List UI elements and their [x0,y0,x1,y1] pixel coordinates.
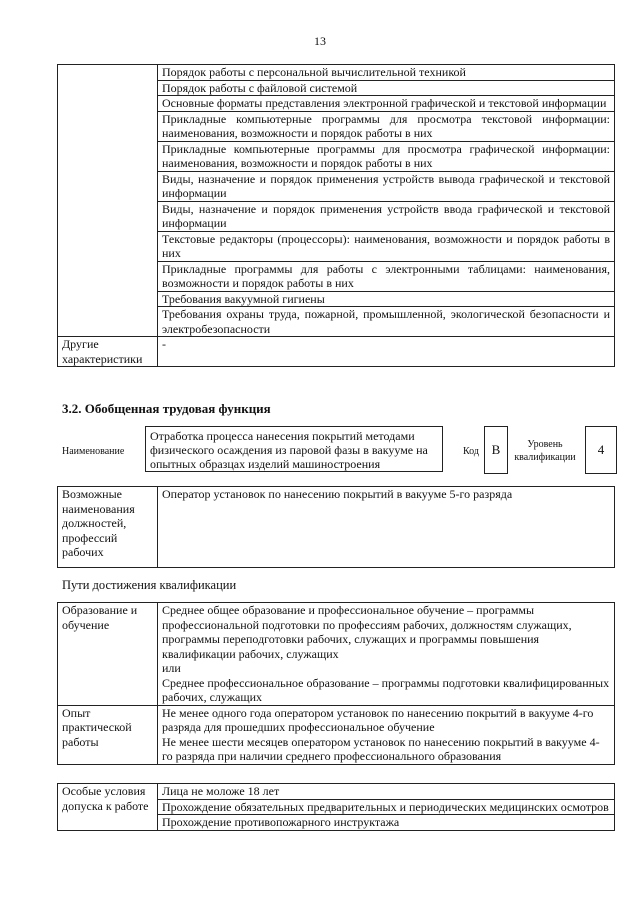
table-row: Требования охраны труда, пожарной, промышленной, экологической безопасности и электробезопасности [158,307,615,337]
code-value: В [484,426,508,474]
experience-line: Не менее шести месяцев оператором установок по нанесению покрытий в вакууме 4-го разряда при наличии среднего профессионального образования [162,734,600,763]
section-title: 3.2. Обобщенная трудовая функция [62,401,271,416]
education-value [158,603,615,706]
experience-label: Опыт практической работы [58,705,158,764]
name-value: Отработка процесса нанесения покрытий методами физического осаждения из паровой фазы в вакууме на опытных образцах изделий машиностроения [145,426,443,472]
qualification-table [57,602,615,765]
experience-line: Не менее одного года оператором установок по нанесению покрытий в вакууме 4-го разряда для прошедших профессиональное обучение [162,705,594,734]
table-row: Прохождение обязательных предварительных и периодических медицинских осмотров [158,799,615,815]
table-row: Текстовые редакторы (процессоры): наименования, возможности и порядок работы в них [158,231,615,261]
education-label: Образование и обучение [58,603,158,706]
table-row: Виды, назначение и порядок применения устройств вывода графической и текстовой информации [158,171,615,201]
knowledge-table [57,64,615,367]
positions-value: Оператор установок по нанесению покрытий в вакууме 5-го разряда [158,487,615,568]
table-row: Виды, назначение и порядок применения устройств ввода графической и текстовой информации [158,201,615,231]
name-label: Наименование [62,446,125,457]
table-left-cell [58,65,158,337]
positions-table [57,486,615,568]
other-characteristics-label: Другие характеристики [58,337,158,367]
page-number: 13 [314,34,326,48]
conditions-table [57,783,615,831]
table-row: Прохождение противопожарного инструктажа [158,815,615,831]
education-line: Среднее общее образование и профессиональное обучение – программы профессиональной подготовки по профессиям рабочих, должностям служащих, программы переподготовки рабочих, служащих и программы повышения квалификации рабочих, служащих [162,603,572,661]
table-row: Порядок работы с файловой системой [158,80,615,96]
positions-label: Возможные наименования должностей, профессий рабочих [58,487,158,568]
paths-title: Пути достижения квалификации [62,578,237,592]
code-label: Код [463,446,479,457]
level-value: 4 [585,426,617,474]
other-characteristics-value: - [158,337,615,367]
experience-value [158,705,615,764]
table-row: Лица не моложе 18 лет [158,784,615,800]
table-row: Основные форматы представления электронной графической и текстовой информации [158,96,615,112]
level-label: Уровень квалификации [514,439,576,463]
education-line: или [162,661,181,675]
table-row: Порядок работы с персональной вычислительной техникой [158,65,615,81]
conditions-label: Особые условия допуска к работе [58,784,158,831]
table-row: Прикладные компьютерные программы для просмотра текстовой информации: наименования, возможности и порядок работы в них [158,111,615,141]
table-row: Требования вакуумной гигиены [158,291,615,307]
table-row: Прикладные программы для работы с электронными таблицами: наименования, возможности и порядок работы в них [158,261,615,291]
table-row: Прикладные компьютерные программы для просмотра графической информации: наименования, возможности и порядок работы в них [158,141,615,171]
education-line: Среднее профессиональное образование – программы подготовки квалифицированных рабочих, служащих [162,675,610,704]
